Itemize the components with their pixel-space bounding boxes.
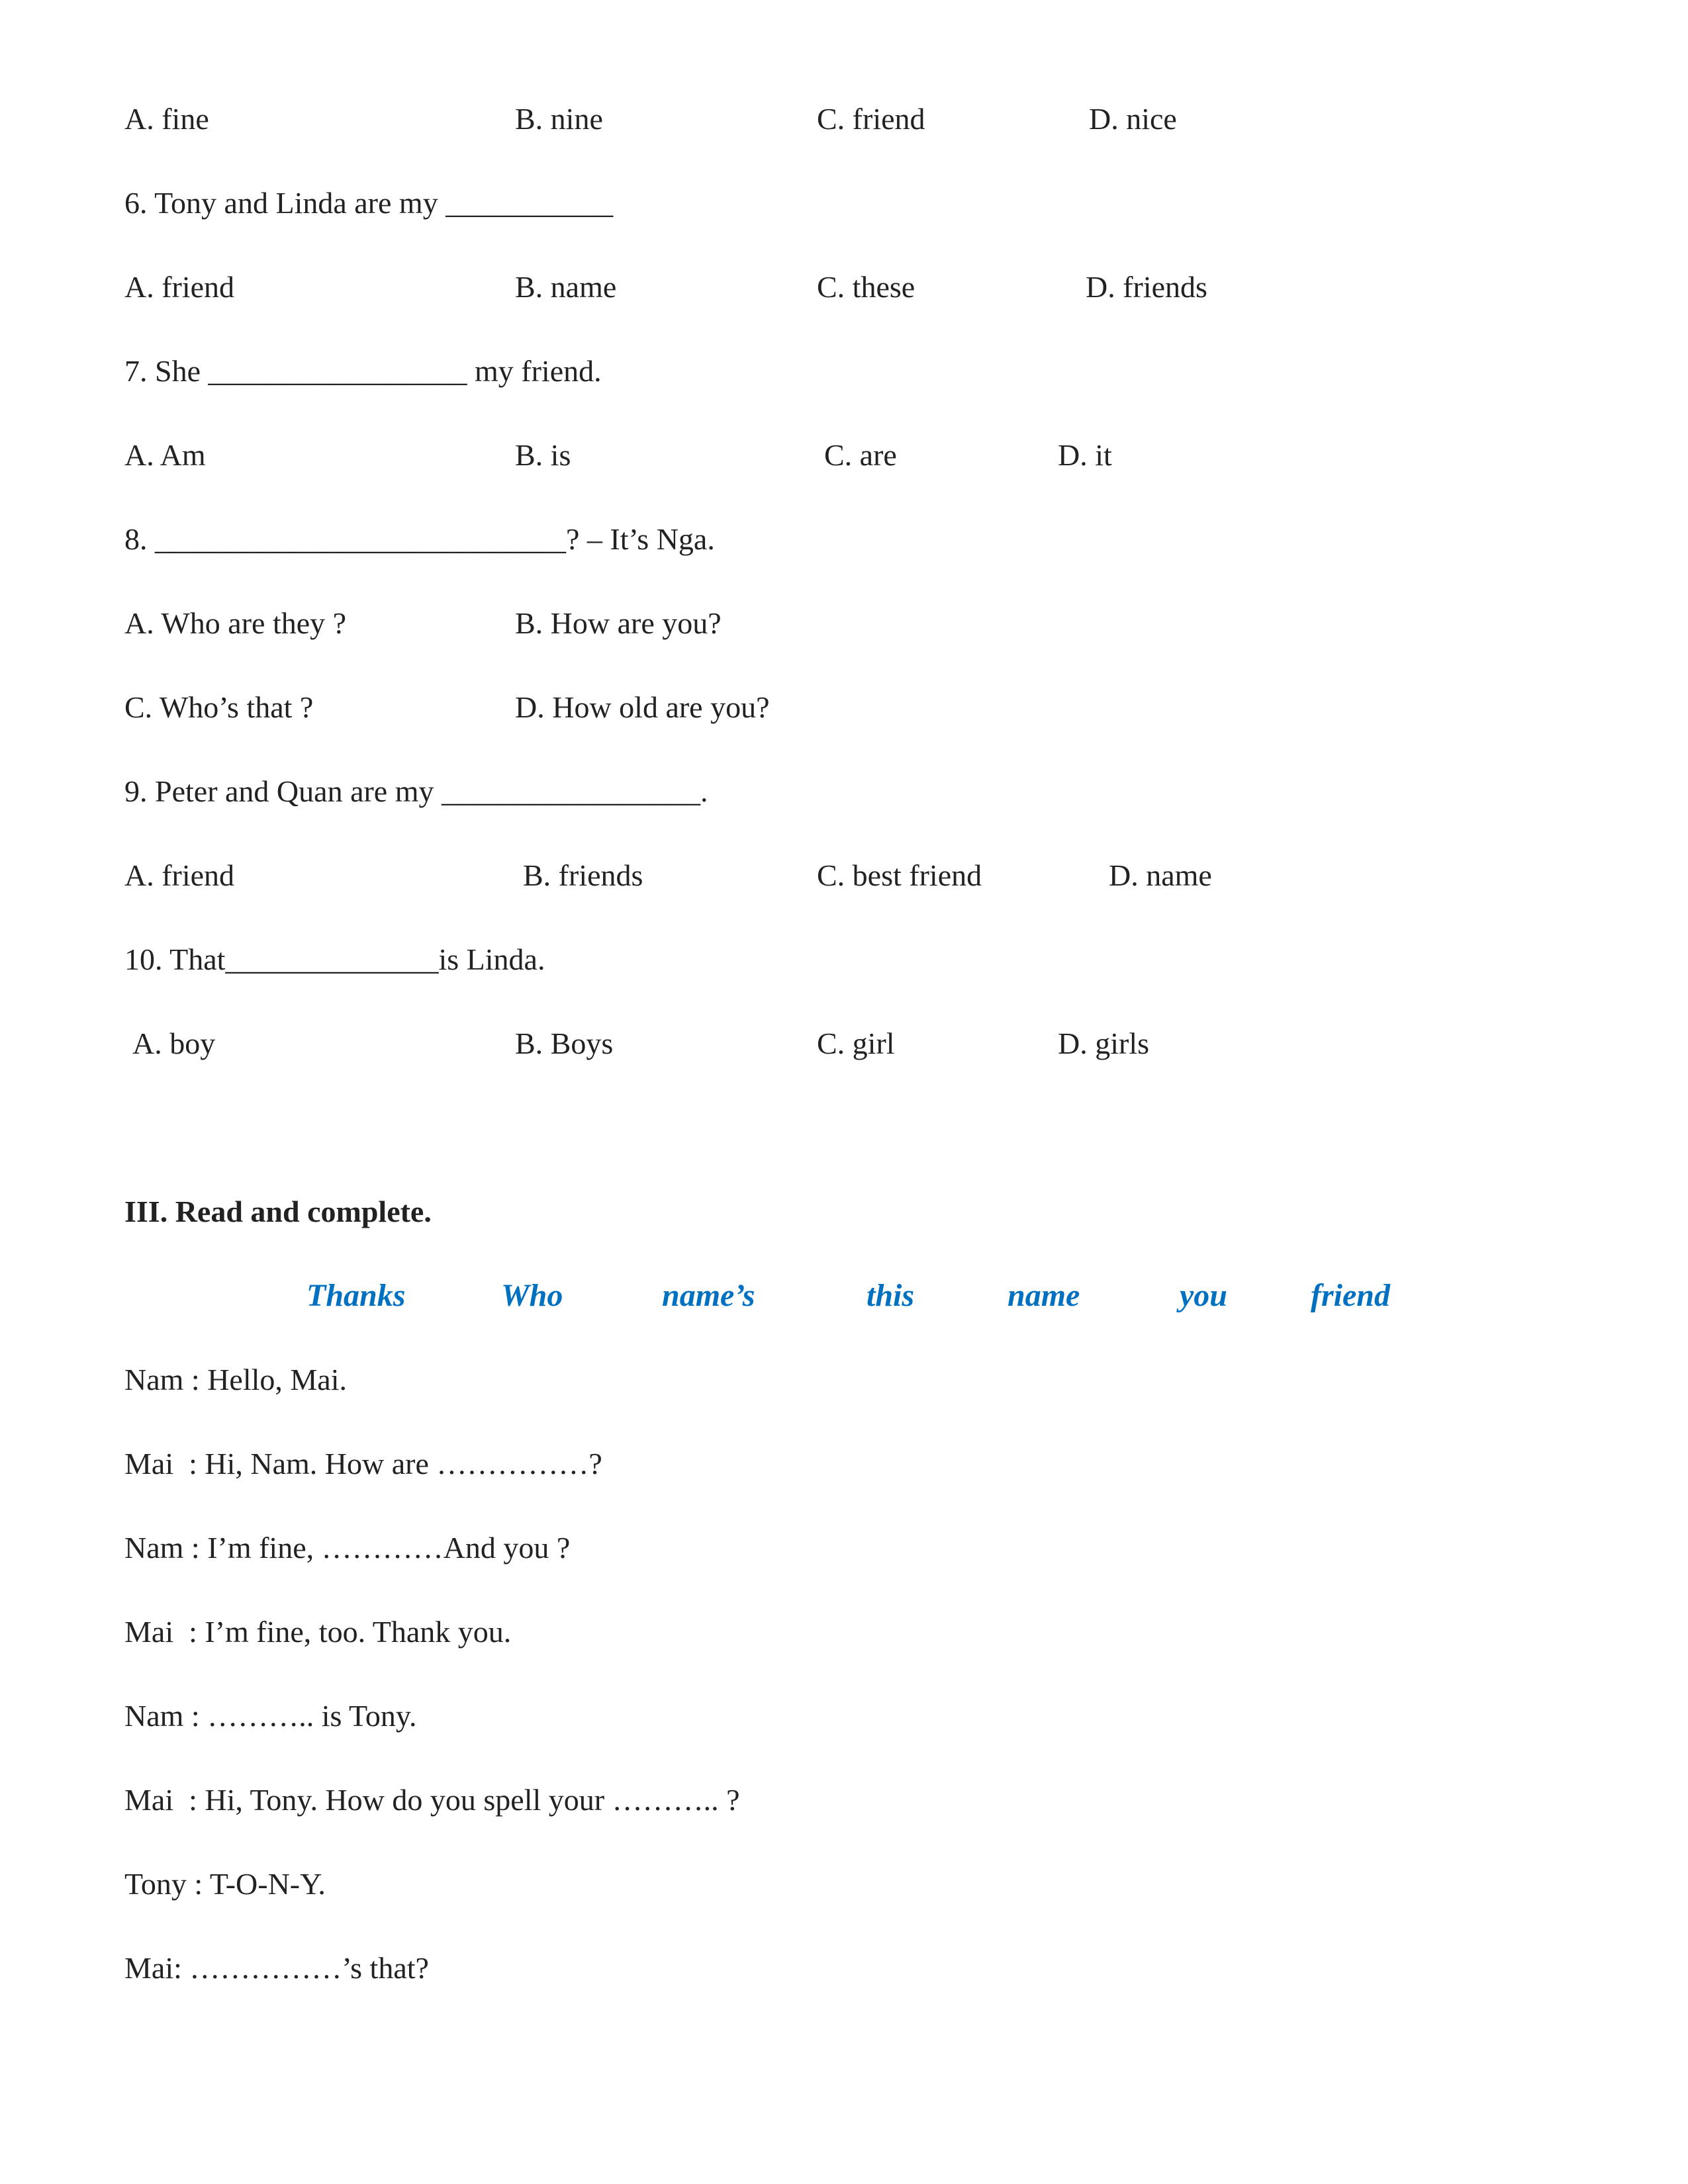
word-bank-item: this	[867, 1278, 915, 1313]
q10-option-d: D. girls	[1058, 1026, 1149, 1060]
q6-option-b: B. name	[515, 270, 617, 304]
q7-option-c: C. are	[824, 438, 897, 472]
q8-option-a: A. Who are they ?	[124, 606, 347, 640]
word-bank-item: friend	[1311, 1278, 1390, 1313]
dialogue-line: Tony : T-O-N-Y.	[124, 1867, 326, 1901]
dialogue-line: Nam : Hello, Mai.	[124, 1363, 347, 1396]
section-3-heading: III. Read and complete.	[124, 1195, 432, 1228]
q9-option-d: D. name	[1109, 858, 1212, 892]
word-bank-item: name	[1008, 1278, 1080, 1313]
q9-option-c: C. best friend	[817, 858, 982, 892]
q6-option-a: A. friend	[124, 270, 235, 304]
q6-option-d: D. friends	[1086, 270, 1207, 304]
word-bank-item: name’s	[662, 1278, 755, 1313]
q10-stem: 10. That______________is Linda.	[124, 942, 545, 976]
q10-option-c: C. girl	[817, 1026, 895, 1060]
dialogue-line: Nam : ……….. is Tony.	[124, 1699, 417, 1733]
q5-option-c: C. friend	[817, 102, 925, 136]
word-bank-item: Who	[501, 1278, 563, 1313]
q5-option-b: B. nine	[515, 102, 603, 136]
q5-option-a: A. fine	[124, 102, 209, 136]
dialogue-line: Mai : Hi, Tony. How do you spell your ……….. ?	[124, 1783, 740, 1817]
q9-option-a: A. friend	[124, 858, 235, 892]
q7-option-a: A. Am	[124, 438, 206, 472]
q7-option-b: B. is	[515, 438, 571, 472]
q9-stem: 9. Peter and Quan are my _________________.	[124, 774, 708, 808]
q10-option-b: B. Boys	[515, 1026, 614, 1060]
q7-option-d: D. it	[1058, 438, 1112, 472]
q9-option-b: B. friends	[523, 858, 643, 892]
dialogue-line: Mai : I’m fine, too. Thank you.	[124, 1615, 512, 1649]
dialogue-line: Mai : Hi, Nam. How are ……………?	[124, 1447, 602, 1480]
word-bank-item: you	[1180, 1278, 1227, 1313]
q6-stem: 6. Tony and Linda are my ___________	[124, 186, 614, 220]
q8-stem: 8. ___________________________? – It’s Nga.	[124, 522, 715, 556]
q7-stem: 7. She _________________ my friend.	[124, 354, 602, 388]
word-bank-item: Thanks	[306, 1278, 406, 1313]
q8-option-d: D. How old are you?	[515, 690, 770, 724]
q5-option-d: D. nice	[1089, 102, 1177, 136]
q8-option-c: C. Who’s that ?	[124, 690, 314, 724]
q10-option-a: A. boy	[132, 1026, 216, 1060]
q8-option-b: B. How are you?	[515, 606, 722, 640]
dialogue-line: Nam : I’m fine, …………And you ?	[124, 1531, 571, 1565]
dialogue-line: Mai: ……………’s that?	[124, 1951, 429, 1985]
q6-option-c: C. these	[817, 270, 915, 304]
